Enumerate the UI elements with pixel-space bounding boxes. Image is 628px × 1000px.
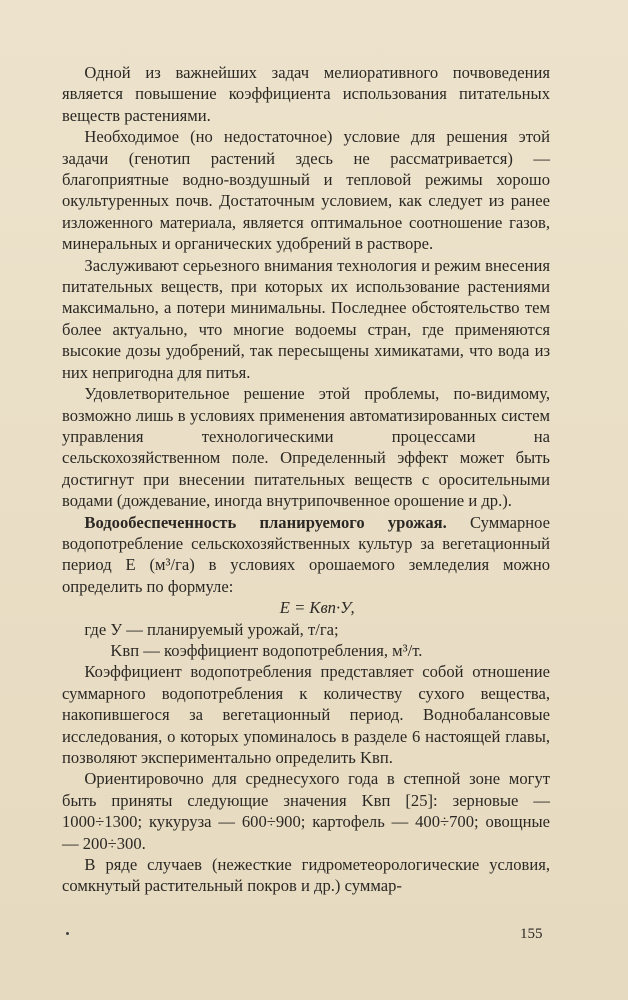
paragraph-7: Ориентировочно для среднесухого года в степной зоне могут быть приняты следующие значения Kвп [25]: зерновые — 1000÷1300; кукуруза — 600÷900; картофель — 400÷700; овощные — 200÷300. bbox=[62, 769, 550, 853]
paragraph-3: Заслуживают серьезного внимания технология и режим внесения питательных веществ, при которых их использование растениями максимально, а потери минимальны. Последнее обстоятельство тем более актуально, что многие водоемы стран, где применяются высокие дозы удобрений, так пересыщены химикатами, что вода из них непригодна для питья. bbox=[62, 255, 550, 382]
margin-dot bbox=[66, 932, 69, 935]
paragraph-6: Коэффициент водопотребления представляет собой отношение суммарного водопотребления к количеству сухого вещества, накопившегося за вегетационный период. Воднобалансовые исследования, о которых упоминалось в разделе 6 настоящей главы, позволяют экспериментально определить Kвп. bbox=[62, 662, 550, 767]
body-text bbox=[62, 62, 550, 897]
paragraph-4: Удовлетворительное решение этой проблемы, по-видимому, возможно лишь в условиях применения автоматизированных систем управления технологическими процессами на сельскохозяйственном поле. Определенный эффект может быть достигнут при внесении питательных веществ с оросительными водами (дождевание, иногда внутрипочвенное орошение и др.). bbox=[62, 384, 550, 511]
page-number: 155 bbox=[520, 926, 543, 942]
paragraph-8: В ряде случаев (нежесткие гидрометеорологические условия, сомкнутый растительный покров и др.) суммар- bbox=[62, 855, 550, 896]
formula: E = Kвп·У, bbox=[279, 598, 355, 618]
definition-yield: где У — планируемый урожай, т/га; bbox=[84, 619, 339, 639]
definition-coefficient: Kвп — коэффициент водопотребления, м³/т. bbox=[110, 640, 423, 660]
paragraph-1: Одной из важнейших задач мелиоративного почвоведения является повышение коэффициента использования питательных веществ растениями. bbox=[62, 63, 550, 125]
paragraph-5-text: Суммарное водопотребление сельскохозяйственных культур за вегетационный период Е (м³/га) в условиях орошаемого земледелия можно определить по формуле: bbox=[62, 512, 550, 596]
paragraph-5 bbox=[62, 512, 550, 598]
section-heading: Водообеспеченность планируемого урожая. bbox=[84, 512, 447, 532]
paragraph-2: Необходимое (но недостаточное) условие для решения этой задачи (генотип растений здесь не рассматривается) — благоприятные водно-воздушный и тепловой режимы хорошо окультуренных почв. Достаточным условием, как следует из ранее изложенного материала, является оптимальное соотношение газов, минеральных и органических удобрений в растворе. bbox=[62, 127, 550, 254]
